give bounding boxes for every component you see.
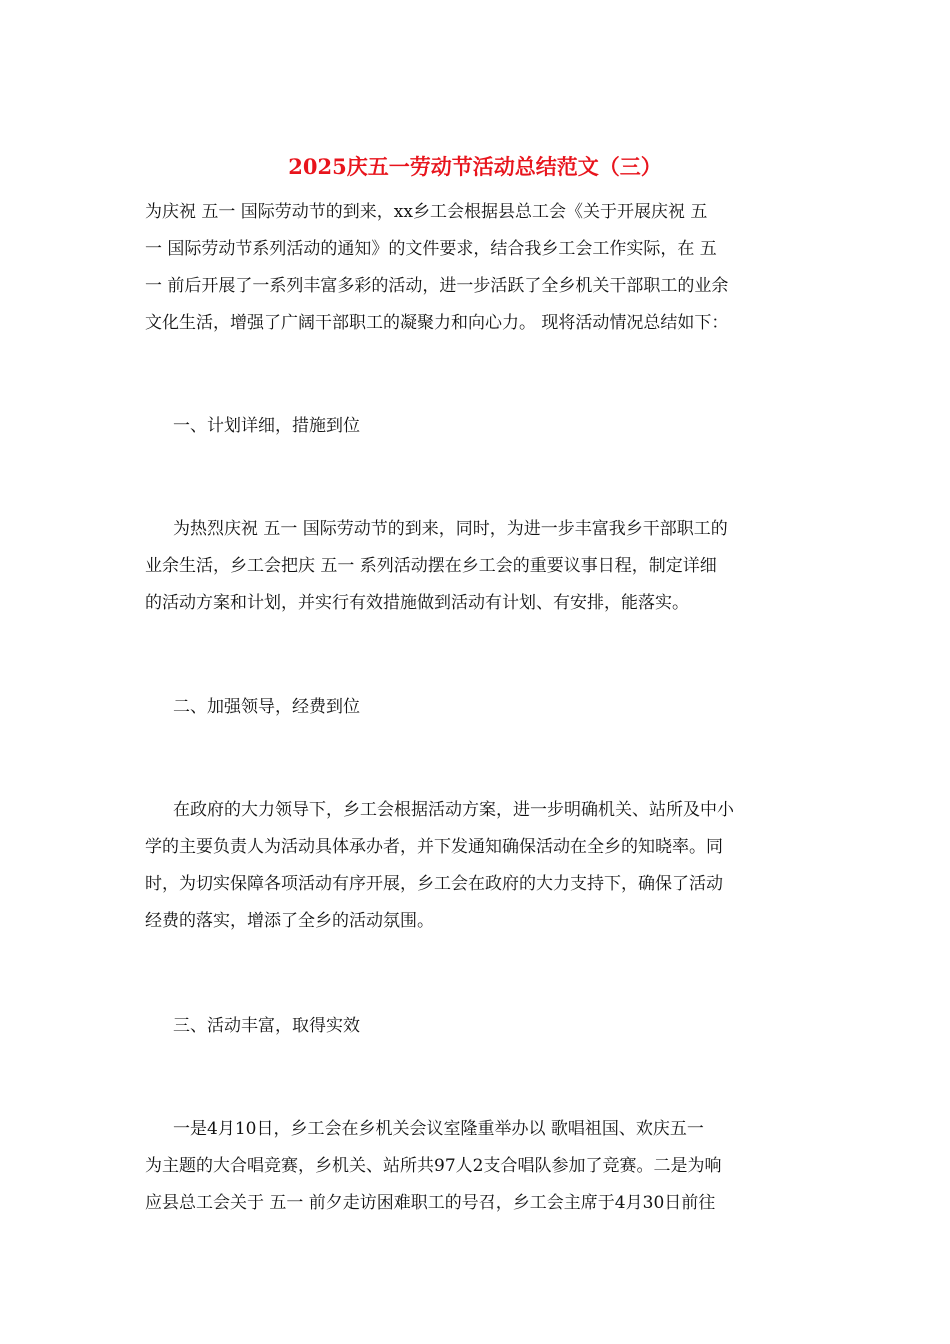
paragraph-line: 经费的落实，增添了全乡的活动氛围。 <box>145 911 434 931</box>
paragraph-line: 应县总工会关于 五一 前夕走访困难职工的号召，乡工会主席于4月30日前往 <box>145 1193 716 1213</box>
paragraph-line: 学的主要负责人为活动具体承办者，并下发通知确保活动在全乡的知晓率。同 <box>145 837 723 857</box>
paragraph-line: 为热烈庆祝 五一 国际劳动节的到来，同时，为进一步丰富我乡干部职工的 <box>173 519 728 539</box>
paragraph-line: 一是4月10日，乡工会在乡机关会议室隆重举办以 歌唱祖国、欢庆五一 <box>173 1119 704 1139</box>
section-paragraph-1 <box>145 511 810 622</box>
paragraph-line: 时，为切实保障各项活动有序开展，乡工会在政府的大力支持下，确保了活动 <box>145 874 723 894</box>
document-title: 2025庆五一劳动节活动总结范文（三） <box>288 154 662 179</box>
section-heading-3: 三、活动丰富，取得实效 <box>173 1016 360 1036</box>
paragraph-line: 的活动方案和计划，并实行有效措施做到活动有计划、有安排，能落实。 <box>145 593 689 613</box>
intro-line: 一 前后开展了一系列丰富多彩的活动，进一步活跃了全乡机关干部职工的业余 <box>145 276 729 296</box>
intro-line: 文化生活，增强了广阔干部职工的凝聚力和向心力。 现将活动情况总结如下： <box>145 313 729 333</box>
section-heading-2: 二、加强领导，经费到位 <box>173 697 360 717</box>
section-paragraph-2 <box>145 792 810 940</box>
intro-line: 为庆祝 五一 国际劳动节的到来，xx乡工会根据县总工会《关于开展庆祝 五 <box>145 202 708 222</box>
paragraph-line: 业余生活，乡工会把庆 五一 系列活动摆在乡工会的重要议事日程，制定详细 <box>145 556 717 576</box>
intro-line: 一 国际劳动节系列活动的通知》的文件要求，结合我乡工会工作实际，在 五 <box>145 239 717 259</box>
paragraph-line: 为主题的大合唱竞赛，乡机关、站所共97人2支合唱队参加了竞赛。二是为响 <box>145 1156 722 1176</box>
section-heading-1: 一、计划详细，措施到位 <box>173 416 360 436</box>
section-paragraph-3 <box>145 1111 810 1222</box>
intro-paragraph <box>145 194 810 342</box>
paragraph-line: 在政府的大力领导下，乡工会根据活动方案，进一步明确机关、站所及中小 <box>173 800 734 820</box>
